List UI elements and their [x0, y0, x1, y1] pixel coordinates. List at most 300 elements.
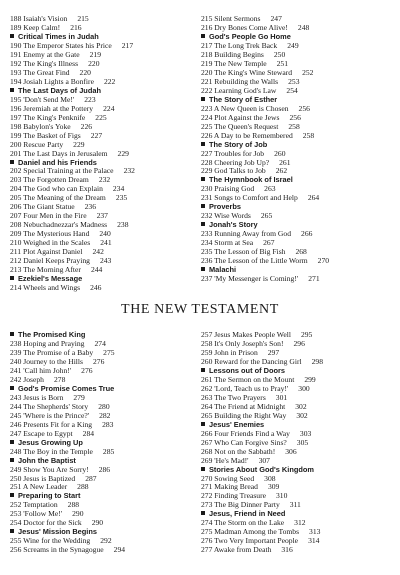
page-number: 216: [70, 22, 82, 32]
page-number: 232: [123, 166, 135, 176]
section-heading: [201, 32, 391, 41]
section-heading: [201, 509, 391, 518]
page-number: 251: [276, 58, 289, 68]
contents-entry: [201, 247, 391, 256]
square-bullet-icon: [201, 97, 205, 101]
page-number: 263: [264, 184, 276, 194]
entry-title: 201 The Last Days in Jerusalem: [10, 148, 108, 158]
entry-title: 243 Jesus is Born: [10, 392, 64, 402]
entry-title: 217 The Long Trek Back: [201, 40, 278, 50]
contents-entry: [10, 518, 200, 527]
heading-text: Jesus Growing Up: [18, 437, 83, 447]
entry-title: 246 Presents Fit for a King: [10, 419, 93, 429]
heading-text: Daniel and his Friends: [18, 157, 97, 167]
page-number: 258: [288, 121, 300, 131]
page-number: 262: [275, 166, 288, 176]
entry-title: 245 'Where is the Prince?': [10, 410, 90, 420]
entry-title: 227 Troubles for Job: [201, 148, 265, 158]
square-bullet-icon: [201, 204, 205, 208]
contents-entry: [201, 158, 391, 167]
contents-entry: [201, 211, 391, 220]
entry-title: 203 The Forgotten Dream: [10, 175, 89, 185]
page-number: 305: [296, 437, 309, 447]
contents-entry: [10, 500, 200, 509]
page-number: 266: [301, 229, 313, 239]
contents-entry: [10, 375, 200, 384]
contents-entry: [10, 211, 200, 220]
contents-entry: [10, 256, 200, 265]
page-number: 275: [103, 347, 115, 357]
contents-entry: [201, 482, 391, 491]
contents-entry: [201, 527, 391, 536]
entry-title: 232 Wise Words: [201, 211, 251, 221]
section-heading: [10, 158, 200, 167]
contents-entry: [201, 518, 391, 527]
heading-text: Jesus' Mission Begins: [18, 527, 97, 537]
entry-title: 236 The Lesson of the Little Worm: [201, 256, 308, 266]
contents-entry: [201, 68, 391, 77]
page-number: 280: [98, 401, 110, 411]
entry-title: 212 Daniel Keeps Praying: [10, 256, 90, 266]
heading-text: Jesus, Friend in Need: [209, 509, 286, 519]
entry-title: 244 The Shepherds' Story: [10, 401, 89, 411]
page-number: 217: [121, 40, 134, 50]
entry-title: 216 Dry Bones Come Alive!: [201, 22, 288, 32]
entry-title: 188 Isaiah's Vision: [10, 14, 68, 23]
contents-entry: [201, 274, 391, 283]
section-heading: [201, 95, 391, 104]
contents-entry: [201, 122, 391, 131]
contents-entry: [201, 330, 391, 339]
page-number: 308: [264, 473, 276, 483]
entry-title: 202 Special Training at the Palace: [10, 166, 114, 176]
entry-title: 258 It's Only Joseph's Son!: [201, 338, 284, 348]
contents-entry: [10, 474, 200, 483]
contents-entry: [201, 104, 391, 113]
contents-entry: [201, 59, 391, 68]
contents-column-bottom-right: [201, 330, 391, 554]
page-number: 224: [103, 103, 115, 113]
contents-entry: [10, 402, 200, 411]
entry-title: 194 Josiah Lights a Bonfire: [10, 76, 94, 86]
heading-text: Jesus' Enemies: [209, 419, 265, 429]
contents-entry: [10, 184, 200, 193]
contents-entry: [10, 193, 200, 202]
entry-title: 238 Hoping and Praying: [10, 338, 85, 348]
contents-entry: [201, 536, 391, 545]
contents-column-top-left: [10, 14, 200, 292]
contents-entry: [10, 122, 200, 131]
page-number: 301: [275, 392, 288, 402]
entry-title: 260 Reward for the Dancing Girl: [201, 356, 302, 366]
page-number: 310: [275, 491, 288, 501]
entry-title: 270 Sowing Seed: [201, 473, 255, 483]
contents-entry: [10, 104, 200, 113]
entry-title: 229 God Talks to Job: [201, 166, 266, 176]
page-number: 222: [103, 76, 116, 86]
entry-title: 272 Finding Treasure: [201, 491, 266, 501]
entry-title: 218 Building Begins: [201, 49, 264, 59]
heading-text: The Story of Esther: [209, 94, 278, 104]
page-number: 240: [99, 229, 111, 239]
page-number: 285: [102, 446, 115, 456]
contents-entry: [10, 14, 200, 23]
contents-entry: [10, 131, 200, 140]
entry-title: 208 Nebuchadnezzar's Madness: [10, 220, 108, 230]
page-number: 250: [273, 49, 286, 59]
page-number: 311: [289, 500, 301, 510]
entry-title: 261 The Sermon on the Mount: [201, 374, 295, 384]
page-number: 302: [296, 410, 308, 420]
entry-title: 191 Enemy at the Gate: [10, 49, 80, 59]
heading-text: The Story of Job: [209, 139, 268, 149]
section-heading: [201, 420, 391, 429]
heading-text: God's Promise Comes True: [18, 383, 115, 393]
contents-entry: [201, 348, 391, 357]
page-number: 261: [279, 157, 291, 167]
contents-entry: [201, 456, 391, 465]
page-number: 241: [100, 238, 112, 248]
page-number: 244: [90, 265, 103, 275]
page-number: 303: [299, 428, 312, 438]
contents-entry: [201, 447, 391, 456]
entry-title: 274 The Storm on the Lake: [201, 518, 285, 528]
contents-entry: [10, 77, 200, 86]
heading-text: The Promised King: [18, 330, 86, 339]
contents-column-bottom-left: [10, 330, 200, 554]
contents-entry: [201, 339, 391, 348]
page-number: 288: [67, 500, 80, 510]
entry-title: 249 Show You Are Sorry!: [10, 464, 89, 474]
page-number: 288: [77, 482, 89, 492]
page-number: 276: [81, 365, 93, 375]
section-heading: [10, 456, 200, 465]
page-number: 309: [267, 482, 280, 492]
entry-title: 200 Rescue Party: [10, 139, 64, 149]
square-bullet-icon: [201, 34, 205, 38]
page-number: 290: [72, 509, 84, 519]
page-number: 227: [90, 130, 103, 140]
entry-title: 231 Songs to Comfort and Help: [201, 193, 298, 203]
page-number: 226: [80, 121, 93, 131]
page-number: 312: [294, 518, 306, 528]
entry-title: 273 The Big Dinner Party: [201, 500, 280, 510]
page-number: 278: [53, 374, 66, 384]
entry-title: 271 Making Bread: [201, 482, 258, 492]
heading-text: Proverbs: [209, 202, 242, 212]
contents-entry: [10, 113, 200, 122]
section-heading: [201, 265, 391, 274]
contents-entry: [201, 411, 391, 420]
square-bullet-icon: [201, 177, 205, 181]
contents-entry: [201, 184, 391, 193]
page-number: 220: [88, 58, 100, 68]
entry-title: 204 The God who can Explain: [10, 184, 103, 194]
square-bullet-icon: [10, 332, 14, 336]
heading-text: The Last Days of Judah: [18, 85, 101, 95]
page-number: 276: [92, 356, 105, 366]
entry-title: 256 Screams in the Synagogue: [10, 545, 104, 555]
section-heading: [10, 32, 200, 41]
contents-entry: [10, 149, 200, 158]
entry-title: 263 The Two Prayers: [201, 392, 266, 402]
square-bullet-icon: [10, 493, 14, 497]
entry-title: 192 The King's Illness: [10, 58, 79, 68]
contents-entry: [201, 438, 391, 447]
heading-text: God's People Go Home: [209, 31, 291, 41]
contents-entry: [201, 229, 391, 238]
page-number: 246: [90, 283, 102, 293]
entry-title: 240 Journey to the Hills: [10, 356, 83, 366]
page-number: 220: [79, 67, 91, 77]
square-bullet-icon: [201, 142, 205, 146]
entry-title: 257 Jesus Makes People Well: [201, 330, 291, 339]
square-bullet-icon: [10, 34, 14, 38]
entry-title: 193 The Great Find: [10, 67, 70, 77]
entry-title: 259 John in Prison: [201, 347, 258, 357]
contents-entry: [10, 68, 200, 77]
entry-title: 226 A Day to be Remembered: [201, 130, 293, 140]
square-bullet-icon: [10, 458, 14, 462]
contents-entry: [10, 420, 200, 429]
contents-entry: [201, 384, 391, 393]
page-number: 306: [285, 446, 297, 456]
heading-text: Preparing to Start: [18, 491, 81, 501]
entry-title: 223 A New Queen is Chosen: [201, 103, 289, 113]
entry-title: 207 Four Men in the Fire: [10, 211, 87, 221]
entry-title: 209 The Mysterious Hand: [10, 229, 90, 239]
contents-entry: [201, 375, 391, 384]
entry-title: 199 The Basket of Figs: [10, 130, 81, 140]
page-number: 264: [307, 193, 320, 203]
entry-title: 197 The King's Penknife: [10, 112, 86, 122]
square-bullet-icon: [201, 267, 205, 271]
section-title: THE NEW TESTAMENT: [121, 302, 279, 317]
page-number: 215: [77, 14, 89, 23]
entry-title: 264 The Friend at Midnight: [201, 401, 286, 411]
entry-title: 251 A New Leader: [10, 482, 68, 492]
contents-entry: [10, 140, 200, 149]
entry-title: 277 Awake from Death: [201, 545, 272, 555]
page-number: 254: [286, 85, 298, 95]
page-number: 271: [308, 274, 320, 284]
entry-title: 241 'Call him John!': [10, 365, 72, 375]
page-number: 284: [82, 428, 95, 438]
section-heading: [10, 491, 200, 500]
entry-title: 211 Plot Against Daniel: [10, 247, 83, 257]
entry-title: 230 Praising God: [201, 184, 255, 194]
entry-title: 276 Two Very Important People: [201, 536, 299, 546]
contents-entry: [10, 220, 200, 229]
entry-title: 235 The Lesson of Big Fish: [201, 247, 286, 257]
page-number: 290: [91, 518, 104, 528]
square-bullet-icon: [201, 222, 205, 226]
contents-entry: [201, 193, 391, 202]
entry-title: 221 Rebuilding the Walls: [201, 76, 279, 86]
contents-entry: [201, 23, 391, 32]
entry-title: 195 'Don't Send Me!': [10, 94, 75, 104]
contents-entry: [10, 166, 200, 175]
page-number: 307: [258, 455, 270, 465]
contents-entry: [10, 393, 200, 402]
contents-entry: [201, 131, 391, 140]
page-number: 252: [302, 67, 314, 77]
entry-title: 253 'Follow Me!': [10, 509, 63, 519]
entry-title: 250 Jesus is Baptized: [10, 473, 76, 483]
heading-text: The Hymnbook of Israel: [209, 175, 293, 185]
entry-title: 214 Wheels and Wings: [10, 283, 81, 293]
square-bullet-icon: [201, 467, 205, 471]
section-heading: [10, 330, 200, 339]
page-number: 258: [302, 130, 315, 140]
contents-entry: [10, 95, 200, 104]
contents-entry: [10, 23, 200, 32]
entry-title: 269 'He's Mad!': [201, 455, 249, 465]
heading-text: John the Baptist: [18, 455, 76, 465]
page-number: 274: [94, 338, 106, 348]
heading-text: Jonah's Story: [209, 220, 258, 230]
entry-title: 262 'Lord, Teach us to Pray!': [201, 383, 289, 393]
section-heading: [10, 384, 200, 393]
contents-entry: [10, 175, 200, 184]
section-heading: [10, 438, 200, 447]
entry-title: 247 Escape to Egypt: [10, 428, 73, 438]
page-number: 279: [73, 392, 85, 402]
contents-entry: [10, 247, 200, 256]
contents-entry: [10, 429, 200, 438]
contents-entry: [201, 14, 391, 23]
heading-text: Lessons out of Doors: [209, 365, 285, 375]
page-number: 225: [95, 112, 107, 122]
entry-title: 198 Babylon's Yoke: [10, 121, 71, 131]
page-number: 316: [281, 545, 293, 555]
square-bullet-icon: [10, 440, 14, 444]
entry-title: 233 Running Away from God: [201, 229, 292, 239]
entry-title: 234 Storm at Sea: [201, 238, 254, 248]
entry-title: 196 Jeremiah at the Pottery: [10, 103, 94, 113]
page-number: 265: [260, 211, 273, 221]
entry-title: 237 'My Messenger is Coming!': [201, 274, 299, 284]
page-number: 300: [298, 383, 310, 393]
square-bullet-icon: [10, 88, 14, 92]
entry-title: 265 Building the Right Way: [201, 410, 287, 420]
page-number: 236: [84, 202, 96, 212]
page-number: 234: [112, 184, 125, 194]
entry-title: 268 Not on the Sabbath!: [201, 446, 276, 456]
page-number: 232: [98, 175, 111, 185]
entry-title: 252 Temptation: [10, 500, 58, 510]
page-number: 313: [309, 527, 321, 537]
contents-entry: [201, 86, 391, 95]
page-number: 248: [297, 22, 310, 32]
contents-entry: [201, 402, 391, 411]
heading-text: Ezekiel's Message: [18, 274, 83, 284]
contents-entry: [10, 366, 200, 375]
page-number: 253: [288, 76, 300, 86]
contents-column-top-right: [201, 14, 391, 283]
contents-entry: [10, 265, 200, 274]
contents-entry: [10, 509, 200, 518]
entry-title: 239 The Promise of a Baby: [10, 347, 94, 357]
contents-entry: [201, 357, 391, 366]
page-number: 235: [115, 193, 128, 203]
page-number: 242: [92, 247, 104, 257]
heading-text: Malachi: [209, 265, 237, 275]
entry-title: 255 Wine for the Wedding: [10, 536, 91, 546]
contents-entry: [201, 238, 391, 247]
contents-entry: [10, 283, 200, 292]
page-number: 237: [96, 211, 108, 221]
entry-title: 266 Four Friends Find a Way: [201, 428, 290, 438]
section-heading: [201, 202, 391, 211]
page-number: 292: [100, 536, 112, 546]
contents-entry: [201, 474, 391, 483]
contents-entry: [10, 59, 200, 68]
page-number: 247: [270, 14, 282, 23]
page-number: 219: [89, 49, 101, 59]
entry-title: 206 The Giant Statue: [10, 202, 75, 212]
section-heading: [10, 86, 200, 95]
entry-title: 222 Learning God's Law: [201, 85, 277, 95]
section-heading: [10, 527, 200, 536]
contents-entry: [10, 348, 200, 357]
entry-title: 213 The Morning After: [10, 265, 81, 275]
contents-entry: [10, 447, 200, 456]
contents-entry: [10, 238, 200, 247]
contents-entry: [201, 149, 391, 158]
section-heading: [201, 175, 391, 184]
contents-entry: [201, 429, 391, 438]
page-number: 296: [293, 338, 305, 348]
contents-entry: [10, 202, 200, 211]
contents-entry: [10, 536, 200, 545]
contents-entry: [201, 256, 391, 265]
page-number: 295: [300, 330, 313, 339]
contents-entry: [10, 339, 200, 348]
entry-title: 242 Joseph: [10, 374, 44, 384]
contents-entry: [10, 357, 200, 366]
page-number: 243: [99, 256, 112, 266]
contents-entry: [201, 113, 391, 122]
entry-title: 248 The Boy in the Temple: [10, 446, 93, 456]
page-number: 298: [311, 356, 323, 366]
heading-text: Critical Times in Judah: [18, 31, 99, 41]
page-number: 223: [84, 94, 96, 104]
square-bullet-icon: [10, 529, 14, 533]
section-heading: [201, 220, 391, 229]
page-number: 270: [317, 256, 330, 266]
page-number: 256: [289, 112, 301, 122]
section-heading: [201, 465, 391, 474]
square-bullet-icon: [201, 511, 205, 515]
contents-entry: [201, 393, 391, 402]
contents-entry: [201, 545, 391, 554]
entry-title: 210 Weighed in the Scales: [10, 238, 91, 248]
square-bullet-icon: [10, 276, 14, 280]
page-number: 282: [99, 410, 111, 420]
contents-entry: [201, 491, 391, 500]
contents-entry: [201, 77, 391, 86]
page-number: 260: [274, 148, 286, 158]
entry-title: 219 The New Temple: [201, 58, 267, 68]
contents-entry: [10, 411, 200, 420]
contents-entry: [10, 229, 200, 238]
entry-title: 189 Keep Calm!: [10, 22, 61, 32]
section-heading: [201, 366, 391, 375]
page-number: 229: [73, 139, 85, 149]
entry-title: 205 The Meaning of the Dream: [10, 193, 106, 203]
contents-entry: [10, 545, 200, 554]
